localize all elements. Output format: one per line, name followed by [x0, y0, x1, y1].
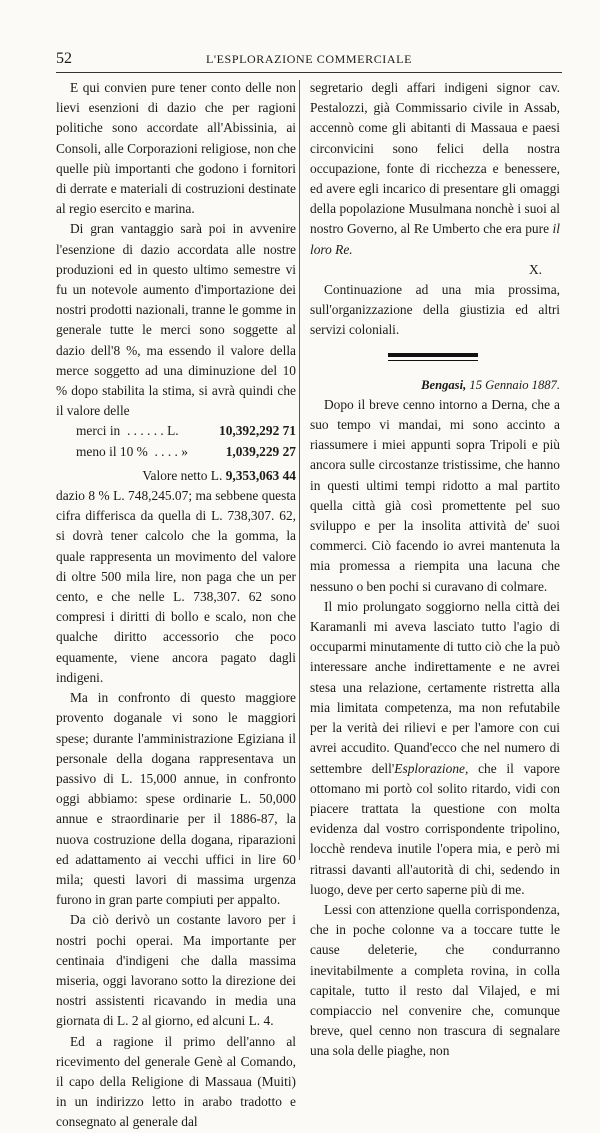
merci-label: merci in . . . . . . L. [76, 423, 179, 439]
separator-thin-rule [388, 360, 478, 361]
meno-label: meno il 10 % . . . . » [76, 443, 188, 459]
running-title: L'ESPLORAZIONE COMMERCIALE [205, 52, 413, 66]
paragraph: Ed a ragione il primo dell'anno al ricevimento del generale Genè al Comando, il capo della Religione di Massaua (Muiti) in un indirizzo letto in arabo tradotto e consegnato al generale dal [56, 1033, 296, 1130]
paragraph: Lessi con attenzione quella corrispondenza, che in poche colonne va a toccare tutte le cause deleterie, che condurranno inevitabilmente a completa rovina, in colla capitale, tutto il resto dal Vilajed, e mi compiaccio nel convenire che, comunque breve, quel cenno non trascura di segnalare una sola delle piaghe, non [310, 901, 560, 1059]
merci-row [56, 421, 296, 441]
paragraph: Di gran vantaggio sarà poi in avvenire l'esenzione di dazio accordata alle nostre produzioni ed in questo ultimo semestre vi fu un notevole aumento d'importazione dei nostri prodotti nazionali, tranne le gomme in generale tutte le merci sono soggette al dazio dell'8 %, ma essendo il valore della merce soggetto ad una diminuzione del 10 % dopo stabilita la stima, si avrà quindi che il valore delle [56, 221, 296, 419]
merci-value: 10,392,292 71 [219, 423, 296, 439]
paragraph: Il mio prolungato soggiorno nella città dei Karamanli mi aveva lasciato tutto l'agio di occuparmi minutamente di tutto ciò che la può interessare anche indirettamente e ne avrei stesa una relazione, certamente ristretta alla mia limitata competenza, ma non refutabile per la verità dei rilievi e per l'amore con cui avrei accudito. Quand'ecco che nel numero di settembre dell'Esplorazione, che il vapore ottomano mi portò col solito ritardo, vidi con piacere trattata la questione con molta evidenza dal vostro corrispondente tripolino, locchè rendeva inutile l'opera mia, e però mi ritrassi davanti all'autorità di chi, sedendo in luogo, deve per certo saperne più di me. [310, 598, 560, 897]
dateline [310, 375, 560, 395]
italic-phrase: il loro Re. [310, 221, 560, 257]
separator-thick-rule [388, 353, 478, 357]
column-divider [299, 80, 300, 860]
dateline-place: Bengasi, [421, 377, 467, 392]
section-separator [310, 349, 560, 369]
right-column [310, 78, 560, 1062]
page-header [56, 50, 562, 70]
paragraph: E qui convien pure tener conto delle non lievi esenzioni di dazio che per ragioni politiche sono accordate all'Abissinia, ai Consoli, alle Corporazioni religiose, non che quelle più importanti che godono i fornitori di derrate e materiali di costruzioni destinate al regio esercito e marina. [56, 80, 296, 217]
netto-label: Valore netto L. [142, 467, 223, 483]
paragraph: Dopo il breve cenno intorno a Derna, che a suo tempo vi mandai, mi sono accinto a riassumere i miei appunti sopra Tripoli e più ancora sulle circostanze tristissime, che hanno in questi ultimi tempi ridotto a mal partito quella città già così promettente pel suo sviluppo e per la insolita attività de' suoi commerci. Ciò facendo io avrei mantenuta la mia promessa a riempita una lacuna che nessuno o ben pochi si curavano di colmare. [310, 396, 560, 594]
italic-phrase: Esplorazione, [394, 760, 469, 776]
netto-value: 9,353,063 44 [225, 467, 296, 483]
paragraph: Ma in confronto di questo maggiore provento doganale vi sono le maggiori spese; durante l'amministrazione Egiziana il personale della dogana rappresentava un passivo di L. 15,000 annue, in confronto oggi abbiamo: spese ordinarie L. 50,000 annue e straordinarie per il 1886-87, la nuova costruzione della dogana, riparazioni ed adattamento ai vecchi uffici in lire 60 mila; questi lavori di massima urgenza furono in gran parte compiuti per appalto. [56, 690, 296, 908]
meno-value: 1,039,229 27 [225, 443, 296, 459]
netto-row [56, 466, 296, 486]
header-rule [56, 72, 562, 73]
left-column [56, 78, 296, 1133]
paragraph: segretario degli affari indigeni signor cav. Pestalozzi, già Commissario civile in Assab, accennò come gli abitanti di Massaua e paesi circonvicini sono felici della nostra occupazione, fonte di ricchezza e benessere, ed avere egli incarico di presentare gli omaggi della popolazione Musulmana nonchè i suoi al nostro Governo, al Re Umberto che era pure il loro Re. [310, 80, 560, 257]
paragraph: dazio 8 % L. 748,245.07; ma sebbene questa cifra differisca da quella di L. 738,307. 62, si dovrà tener calcolo che la gomma, la quale rappresenta un movimento del valore di oltre 500 mila lire, non paga che un per cento, e che nelle L. 738,307. 62 sono compresi i diritti di bollo e scalo, non che qualche diritto accessorio che poco equamente, viene ancora pagato dagli indigeni. [56, 488, 296, 685]
signature: X. [528, 261, 542, 277]
paragraph: Da ciò derivò un costante lavoro per i nostri pochi operai. Ma importante per centinaia d'indigeni che dalla massima miseria, oggi lavorano sotto la direzione dei nostri assistenti ricavando in media una giornata di L. 2 al giorno, ed alcuni L. 4. [56, 912, 296, 1029]
dateline-date: 15 Gennaio 1887. [469, 377, 560, 392]
page-number: 52 [56, 50, 72, 67]
paragraph: Continuazione ad una mia prossima, sull'organizzazione della giustizia ed altri servizi coloniali. [310, 282, 560, 338]
meno-row [56, 442, 296, 462]
